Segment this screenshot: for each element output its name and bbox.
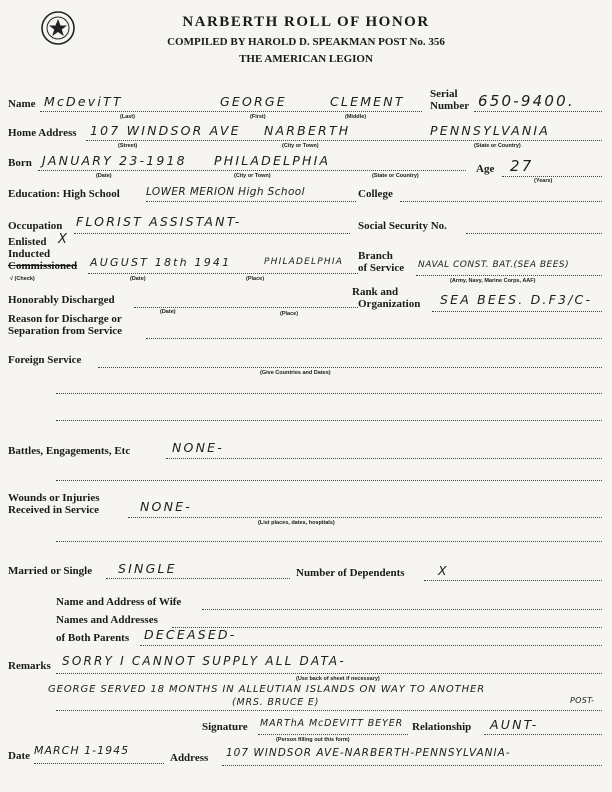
wife-label: Name and Address of Wife <box>56 596 182 608</box>
years-sublabel: (Years) <box>534 178 553 184</box>
married-line <box>106 578 290 579</box>
date-label: Date <box>8 750 30 762</box>
foreign-service-line-1 <box>98 367 602 368</box>
branch-label-bottom: of Service <box>358 262 405 274</box>
street-value: 107 WINDSOR AVE <box>90 123 241 138</box>
date-line <box>34 763 164 764</box>
branch-label-top: Branch <box>358 250 393 262</box>
married-label: Married or Single <box>8 565 93 577</box>
middle-name-value: CLEMENT <box>330 94 405 109</box>
discharged-place-sublabel: (Place) <box>280 311 299 317</box>
person-filling-sublabel: (Person filling out this form) <box>276 737 350 743</box>
foreign-service-line-3 <box>56 420 602 421</box>
reason-line <box>146 338 602 339</box>
wounds-line-2 <box>56 541 602 542</box>
rank-label-top: Rank and <box>352 286 399 298</box>
reason-label-top: Reason for Discharge or <box>8 313 122 325</box>
dependents-value: X <box>438 563 449 578</box>
commissioned-date-sublabel: (Date) <box>130 276 146 282</box>
occupation-line <box>74 233 350 234</box>
name-label: Name <box>8 98 36 110</box>
high-school-line <box>146 201 356 202</box>
address-value: 107 WINDSOR AVE-NARBERTH-PENNSYLVANIA- <box>226 747 511 759</box>
commissioned-line <box>88 273 358 274</box>
wounds-label-top: Wounds or Injuries <box>8 492 100 504</box>
form-title: NARBERTH ROLL OF HONOR <box>182 14 430 30</box>
parents-value: DECEASED- <box>144 627 237 642</box>
born-city-sublabel: (City or Town) <box>234 173 271 179</box>
ssn-label: Social Security No. <box>358 220 447 232</box>
check-sublabel: √ (Check) <box>10 276 35 282</box>
relationship-line <box>484 734 602 735</box>
address-label: Address <box>170 752 209 764</box>
remarks-value-2: GEORGE SERVED 18 MONTHS IN ALLEUTIAN ISLANDS ON WAY TO ANOTHER <box>48 684 486 695</box>
occupation-label: Occupation <box>8 220 63 232</box>
state-sublabel: (State or Country) <box>474 143 521 149</box>
age-label: Age <box>476 163 495 175</box>
battles-line-1 <box>166 458 602 459</box>
branch-value: NAVAL CONST. BAT.(SEA BEES) <box>418 260 570 270</box>
occupation-value: FLORIST ASSISTANT- <box>76 214 242 229</box>
education-label: Education: High School <box>8 188 120 200</box>
born-date-value: JANUARY 23-1918 <box>42 153 187 168</box>
names-addresses-label: Names and Addresses <box>56 614 158 626</box>
enlisted-label: Enlisted <box>8 236 47 248</box>
form-organization: THE AMERICAN LEGION <box>239 53 373 65</box>
remarks-value-2b: POST- <box>570 696 595 705</box>
enlisted-mark: X <box>58 232 70 247</box>
city-value: NARBERTH <box>264 123 351 138</box>
commissioned-label: Commissioned <box>8 260 78 272</box>
age-value: 27 <box>510 157 534 175</box>
discharged-line <box>134 307 358 308</box>
battles-line-2 <box>56 480 602 481</box>
rank-value: SEA BEES. D.F3/C- <box>440 292 593 307</box>
serial-line <box>474 111 602 112</box>
born-state-sublabel: (State or Country) <box>372 173 419 179</box>
parents-label: of Both Parents <box>56 632 130 644</box>
battles-label: Battles, Engagements, Etc <box>8 445 131 457</box>
city-sublabel: (City or Town) <box>282 143 319 149</box>
reason-label-bottom: Separation from Service <box>8 325 123 337</box>
high-school-value: LOWER MERION High School <box>146 186 305 198</box>
marital-value: SINGLE <box>118 561 177 576</box>
home-address-line <box>86 140 602 141</box>
branch-line <box>416 275 602 276</box>
first-sublabel: (First) <box>250 114 266 120</box>
inducted-label: Inducted <box>8 248 51 260</box>
rank-label-bottom: Organization <box>358 298 421 310</box>
parents-line <box>140 645 602 646</box>
foreign-service-label: Foreign Service <box>8 354 82 366</box>
wounds-label-bottom: Received in Service <box>8 504 100 516</box>
remarks-line-1 <box>56 673 602 674</box>
date-value: MARCH 1-1945 <box>34 744 130 757</box>
names-addresses-line <box>172 627 602 628</box>
relationship-label: Relationship <box>412 721 472 733</box>
wounds-value: NONE- <box>140 499 192 514</box>
signature-value: MARThA McDEVITT BEYER <box>260 718 404 729</box>
name-line <box>40 111 422 112</box>
honorably-discharged-label: Honorably Discharged <box>8 294 115 306</box>
commissioned-date-value: AUGUST 18th 1941 <box>90 256 232 269</box>
use-back-sublabel: (Use back of sheet if necessary) <box>296 676 380 682</box>
injuries-sublabel: (List places, dates, hospitals) <box>258 520 335 526</box>
last-sublabel: (Last) <box>120 114 135 120</box>
commissioned-place-sublabel: (Place) <box>246 276 265 282</box>
age-line <box>502 176 602 177</box>
discharged-date-sublabel: (Date) <box>160 309 176 315</box>
rank-line <box>432 311 602 312</box>
relationship-value: AUNT- <box>490 717 539 732</box>
first-name-value: GEORGE <box>220 94 287 109</box>
dependents-line <box>424 580 602 581</box>
form-compiled-by: COMPILED BY HAROLD D. SPEAKMAN POST No. 356 <box>167 36 445 48</box>
middle-sublabel: (Middle) <box>345 114 367 120</box>
home-address-label: Home Address <box>8 127 77 139</box>
remarks-label: Remarks <box>8 660 51 672</box>
foreign-service-line-2 <box>56 393 602 394</box>
ssn-line <box>466 233 602 234</box>
born-date-sublabel: (Date) <box>96 173 112 179</box>
college-label: College <box>358 188 393 200</box>
branch-sublabel: (Army, Navy, Marine Corps, AAF) <box>450 278 536 284</box>
remarks-value-3: (MRS. BRUCE E) <box>232 697 320 708</box>
signature-line <box>258 734 408 735</box>
street-sublabel: (Street) <box>118 143 138 149</box>
serial-label-bottom: Number <box>430 100 470 112</box>
remarks-line-2 <box>56 710 602 711</box>
serial-label-top: Serial <box>430 88 458 100</box>
born-line <box>38 170 466 171</box>
born-label: Born <box>8 157 32 169</box>
address-line <box>222 765 602 766</box>
remarks-value-1: SORRY I CANNOT SUPPLY ALL DATA- <box>62 654 346 668</box>
commissioned-place-value: PHILADELPHIA <box>264 257 344 267</box>
college-line <box>400 201 602 202</box>
battles-value: NONE- <box>172 440 224 455</box>
countries-sublabel: (Give Countries and Dates) <box>260 370 331 376</box>
state-value: PENNSYLVANIA <box>430 123 551 138</box>
serial-value: 650-9400. <box>478 92 575 110</box>
signature-label: Signature <box>202 721 248 733</box>
wife-line <box>202 609 602 610</box>
wounds-line-1 <box>128 517 602 518</box>
dependents-label: Number of Dependents <box>296 567 405 579</box>
last-name-value: McDeviTT <box>44 94 123 109</box>
born-city-value: PHILADELPHIA <box>214 153 331 168</box>
